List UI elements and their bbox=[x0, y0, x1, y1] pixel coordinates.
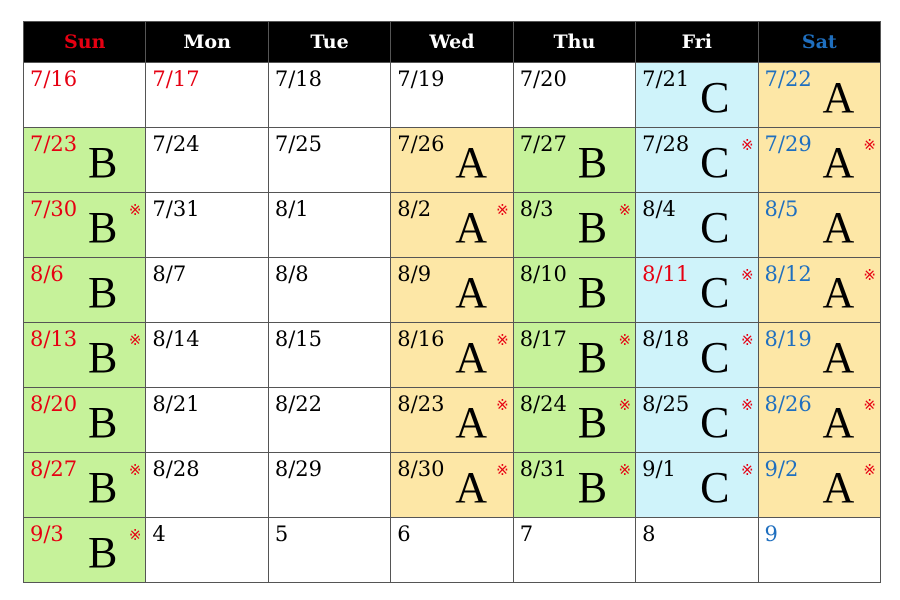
day-cell-wed[interactable] bbox=[391, 388, 513, 453]
note-mark: ※ bbox=[128, 461, 142, 479]
day-cell-tue[interactable] bbox=[268, 388, 390, 453]
group-letter: B bbox=[577, 463, 608, 512]
day-cell-sat[interactable] bbox=[758, 63, 880, 128]
note-mark: ※ bbox=[863, 396, 876, 414]
date-label: 8/26 bbox=[764, 392, 812, 416]
weekday-header-fri: Fri bbox=[636, 22, 758, 63]
group-letter: C bbox=[700, 268, 730, 317]
date-label: 9/1 bbox=[642, 457, 676, 481]
date-label: 8/30 bbox=[397, 457, 445, 481]
group-letter: C bbox=[700, 333, 730, 382]
group-letter: C bbox=[700, 398, 730, 447]
date-label: 7/26 bbox=[397, 132, 445, 156]
day-cell-tue[interactable] bbox=[268, 193, 390, 258]
day-cell-tue[interactable] bbox=[268, 518, 390, 583]
note-mark: ※ bbox=[740, 331, 754, 349]
weekday-header-mon: Mon bbox=[146, 22, 268, 63]
week-row bbox=[24, 193, 881, 258]
group-letter: A bbox=[822, 203, 855, 252]
group-letter: B bbox=[88, 203, 118, 252]
date-label: 7/28 bbox=[642, 132, 690, 156]
weekday-header-row bbox=[24, 22, 881, 63]
date-label: 8/4 bbox=[642, 197, 676, 221]
date-label: 7/29 bbox=[764, 132, 812, 156]
group-letter: B bbox=[88, 333, 118, 382]
group-letter: A bbox=[822, 268, 855, 317]
date-label: 8/1 bbox=[274, 197, 309, 221]
day-cell-wed[interactable] bbox=[391, 323, 513, 388]
day-cell-thu[interactable] bbox=[513, 323, 635, 388]
day-cell-fri[interactable] bbox=[636, 193, 758, 258]
date-label: 4 bbox=[152, 522, 166, 546]
day-cell-wed[interactable] bbox=[391, 258, 513, 323]
note-mark: ※ bbox=[618, 461, 632, 479]
date-label: 8/11 bbox=[642, 262, 690, 286]
weekday-header-wed: Wed bbox=[391, 22, 513, 63]
day-cell-fri[interactable] bbox=[636, 323, 758, 388]
day-cell-tue[interactable] bbox=[268, 128, 390, 193]
date-label: 8/15 bbox=[274, 327, 323, 351]
day-cell-wed[interactable] bbox=[391, 193, 513, 258]
date-label: 8 bbox=[642, 522, 656, 546]
date-label: 7/20 bbox=[519, 67, 567, 91]
day-cell-fri[interactable] bbox=[636, 258, 758, 323]
group-letter: B bbox=[88, 398, 118, 447]
group-letter: A bbox=[822, 333, 855, 382]
note-mark: ※ bbox=[618, 331, 632, 349]
day-cell-tue[interactable] bbox=[268, 63, 390, 128]
weekday-header-sat: Sat bbox=[758, 22, 880, 63]
day-cell-sat[interactable] bbox=[758, 388, 880, 453]
weekday-header-tue: Tue bbox=[268, 22, 390, 63]
date-label: 7/17 bbox=[152, 67, 200, 91]
note-mark: ※ bbox=[863, 461, 876, 479]
week-row bbox=[24, 518, 881, 583]
week-row bbox=[24, 323, 881, 388]
day-cell-thu[interactable] bbox=[513, 258, 635, 323]
date-label: 8/9 bbox=[397, 262, 432, 286]
note-mark: ※ bbox=[740, 266, 754, 284]
date-label: 8/13 bbox=[30, 327, 78, 351]
day-cell-mon[interactable] bbox=[146, 453, 268, 518]
day-cell-sun[interactable] bbox=[24, 388, 146, 453]
date-label: 7/23 bbox=[30, 132, 78, 156]
date-label: 7/24 bbox=[152, 132, 200, 156]
note-mark: ※ bbox=[618, 396, 632, 414]
date-label: 7/18 bbox=[274, 67, 323, 91]
day-cell-sun[interactable] bbox=[24, 193, 146, 258]
date-label: 8/24 bbox=[519, 392, 567, 416]
day-cell-thu[interactable] bbox=[513, 63, 635, 128]
date-label: 7/21 bbox=[642, 67, 690, 91]
day-cell-fri[interactable] bbox=[636, 453, 758, 518]
group-letter: B bbox=[577, 138, 608, 187]
day-cell-mon[interactable] bbox=[146, 128, 268, 193]
weekday-header-thu: Thu bbox=[513, 22, 635, 63]
group-letter: C bbox=[700, 138, 730, 187]
day-cell-fri[interactable] bbox=[636, 388, 758, 453]
day-cell-thu[interactable] bbox=[513, 193, 635, 258]
date-label: 8/21 bbox=[152, 392, 200, 416]
day-cell-mon[interactable] bbox=[146, 193, 268, 258]
group-letter: A bbox=[455, 203, 488, 252]
date-label: 8/23 bbox=[397, 392, 445, 416]
day-cell-sun[interactable] bbox=[24, 453, 146, 518]
note-mark: ※ bbox=[128, 201, 142, 219]
date-label: 8/29 bbox=[274, 457, 323, 481]
day-cell-tue[interactable] bbox=[268, 258, 390, 323]
note-mark: ※ bbox=[740, 396, 754, 414]
date-label: 8/2 bbox=[397, 197, 432, 221]
day-cell-mon[interactable] bbox=[146, 63, 268, 128]
date-label: 8/18 bbox=[642, 327, 690, 351]
day-cell-thu[interactable] bbox=[513, 518, 635, 583]
group-letter: B bbox=[88, 463, 118, 512]
week-row bbox=[24, 453, 881, 518]
date-label: 7/27 bbox=[519, 132, 567, 156]
day-cell-sat[interactable] bbox=[758, 453, 880, 518]
day-cell-wed[interactable] bbox=[391, 453, 513, 518]
group-letter: A bbox=[822, 73, 855, 122]
day-cell-sat[interactable] bbox=[758, 128, 880, 193]
date-label: 8/16 bbox=[397, 327, 445, 351]
note-mark: ※ bbox=[863, 136, 876, 154]
group-letter: B bbox=[88, 268, 118, 317]
note-mark: ※ bbox=[496, 331, 509, 349]
day-cell-wed[interactable] bbox=[391, 63, 513, 128]
group-letter: B bbox=[577, 333, 608, 382]
day-cell-sun[interactable] bbox=[24, 128, 146, 193]
day-cell-mon[interactable] bbox=[146, 518, 268, 583]
group-letter: A bbox=[455, 463, 488, 512]
group-letter: B bbox=[577, 268, 608, 317]
date-label: 8/20 bbox=[30, 392, 78, 416]
day-cell-sat[interactable] bbox=[758, 193, 880, 258]
day-cell-fri[interactable] bbox=[636, 128, 758, 193]
group-letter: B bbox=[577, 203, 608, 252]
day-cell-thu[interactable] bbox=[513, 453, 635, 518]
day-cell-sun[interactable] bbox=[24, 258, 146, 323]
date-label: 7/19 bbox=[397, 67, 445, 91]
note-mark: ※ bbox=[740, 461, 754, 479]
date-label: 8/14 bbox=[152, 327, 200, 351]
group-letter: C bbox=[700, 203, 730, 252]
date-label: 8/6 bbox=[30, 262, 64, 286]
date-label: 7/16 bbox=[30, 67, 78, 91]
date-label: 8/27 bbox=[30, 457, 78, 481]
group-letter: A bbox=[455, 398, 488, 447]
note-mark: ※ bbox=[496, 396, 509, 414]
group-letter: A bbox=[822, 463, 855, 512]
group-letter: A bbox=[455, 333, 488, 382]
date-label: 9 bbox=[764, 522, 778, 546]
note-mark: ※ bbox=[496, 461, 509, 479]
date-label: 8/28 bbox=[152, 457, 200, 481]
week-row bbox=[24, 128, 881, 193]
date-label: 8/5 bbox=[764, 197, 799, 221]
day-cell-tue[interactable] bbox=[268, 323, 390, 388]
group-letter: B bbox=[577, 398, 608, 447]
day-cell-fri[interactable] bbox=[636, 63, 758, 128]
note-mark: ※ bbox=[740, 136, 754, 154]
day-cell-wed[interactable] bbox=[391, 128, 513, 193]
week-row bbox=[24, 258, 881, 323]
date-label: 7 bbox=[519, 522, 534, 546]
calendar-body bbox=[24, 63, 881, 583]
group-letter: C bbox=[700, 73, 730, 122]
day-cell-sun[interactable] bbox=[24, 63, 146, 128]
date-label: 8/8 bbox=[274, 262, 309, 286]
group-letter: B bbox=[88, 138, 118, 187]
date-label: 8/10 bbox=[519, 262, 567, 286]
day-cell-thu[interactable] bbox=[513, 128, 635, 193]
date-label: 8/3 bbox=[519, 197, 554, 221]
day-cell-fri[interactable] bbox=[636, 518, 758, 583]
date-label: 7/25 bbox=[274, 132, 323, 156]
date-label: 5 bbox=[274, 522, 289, 546]
note-mark: ※ bbox=[128, 526, 142, 544]
date-label: 8/31 bbox=[519, 457, 567, 481]
day-cell-sun[interactable] bbox=[24, 323, 146, 388]
day-cell-wed[interactable] bbox=[391, 518, 513, 583]
date-label: 6 bbox=[397, 522, 411, 546]
day-cell-tue[interactable] bbox=[268, 453, 390, 518]
group-letter: A bbox=[822, 398, 855, 447]
group-letter: C bbox=[700, 463, 730, 512]
group-letter: A bbox=[455, 138, 488, 187]
date-label: 9/2 bbox=[764, 457, 799, 481]
date-label: 9/3 bbox=[30, 522, 64, 546]
calendar-grid bbox=[23, 21, 881, 583]
date-label: 7/30 bbox=[30, 197, 78, 221]
date-label: 7/31 bbox=[152, 197, 200, 221]
note-mark: ※ bbox=[863, 266, 876, 284]
date-label: 8/19 bbox=[764, 327, 812, 351]
day-cell-mon[interactable] bbox=[146, 388, 268, 453]
day-cell-sat[interactable] bbox=[758, 323, 880, 388]
note-mark: ※ bbox=[496, 201, 509, 219]
date-label: 7/22 bbox=[764, 67, 812, 91]
week-row bbox=[24, 388, 881, 453]
day-cell-sun[interactable] bbox=[24, 518, 146, 583]
calendar-header bbox=[24, 22, 881, 63]
day-cell-mon[interactable] bbox=[146, 323, 268, 388]
day-cell-thu[interactable] bbox=[513, 388, 635, 453]
date-label: 8/17 bbox=[519, 327, 567, 351]
day-cell-mon[interactable] bbox=[146, 258, 268, 323]
note-mark: ※ bbox=[128, 331, 142, 349]
group-letter: A bbox=[455, 268, 488, 317]
group-letter: A bbox=[822, 138, 855, 187]
day-cell-sat[interactable] bbox=[758, 518, 880, 583]
group-letter: B bbox=[88, 528, 118, 577]
week-row bbox=[24, 63, 881, 128]
date-label: 8/25 bbox=[642, 392, 690, 416]
note-mark: ※ bbox=[618, 201, 632, 219]
date-label: 8/22 bbox=[274, 392, 323, 416]
day-cell-sat[interactable] bbox=[758, 258, 880, 323]
weekday-header-sun: Sun bbox=[24, 22, 146, 63]
date-label: 8/7 bbox=[152, 262, 187, 286]
date-label: 8/12 bbox=[764, 262, 812, 286]
